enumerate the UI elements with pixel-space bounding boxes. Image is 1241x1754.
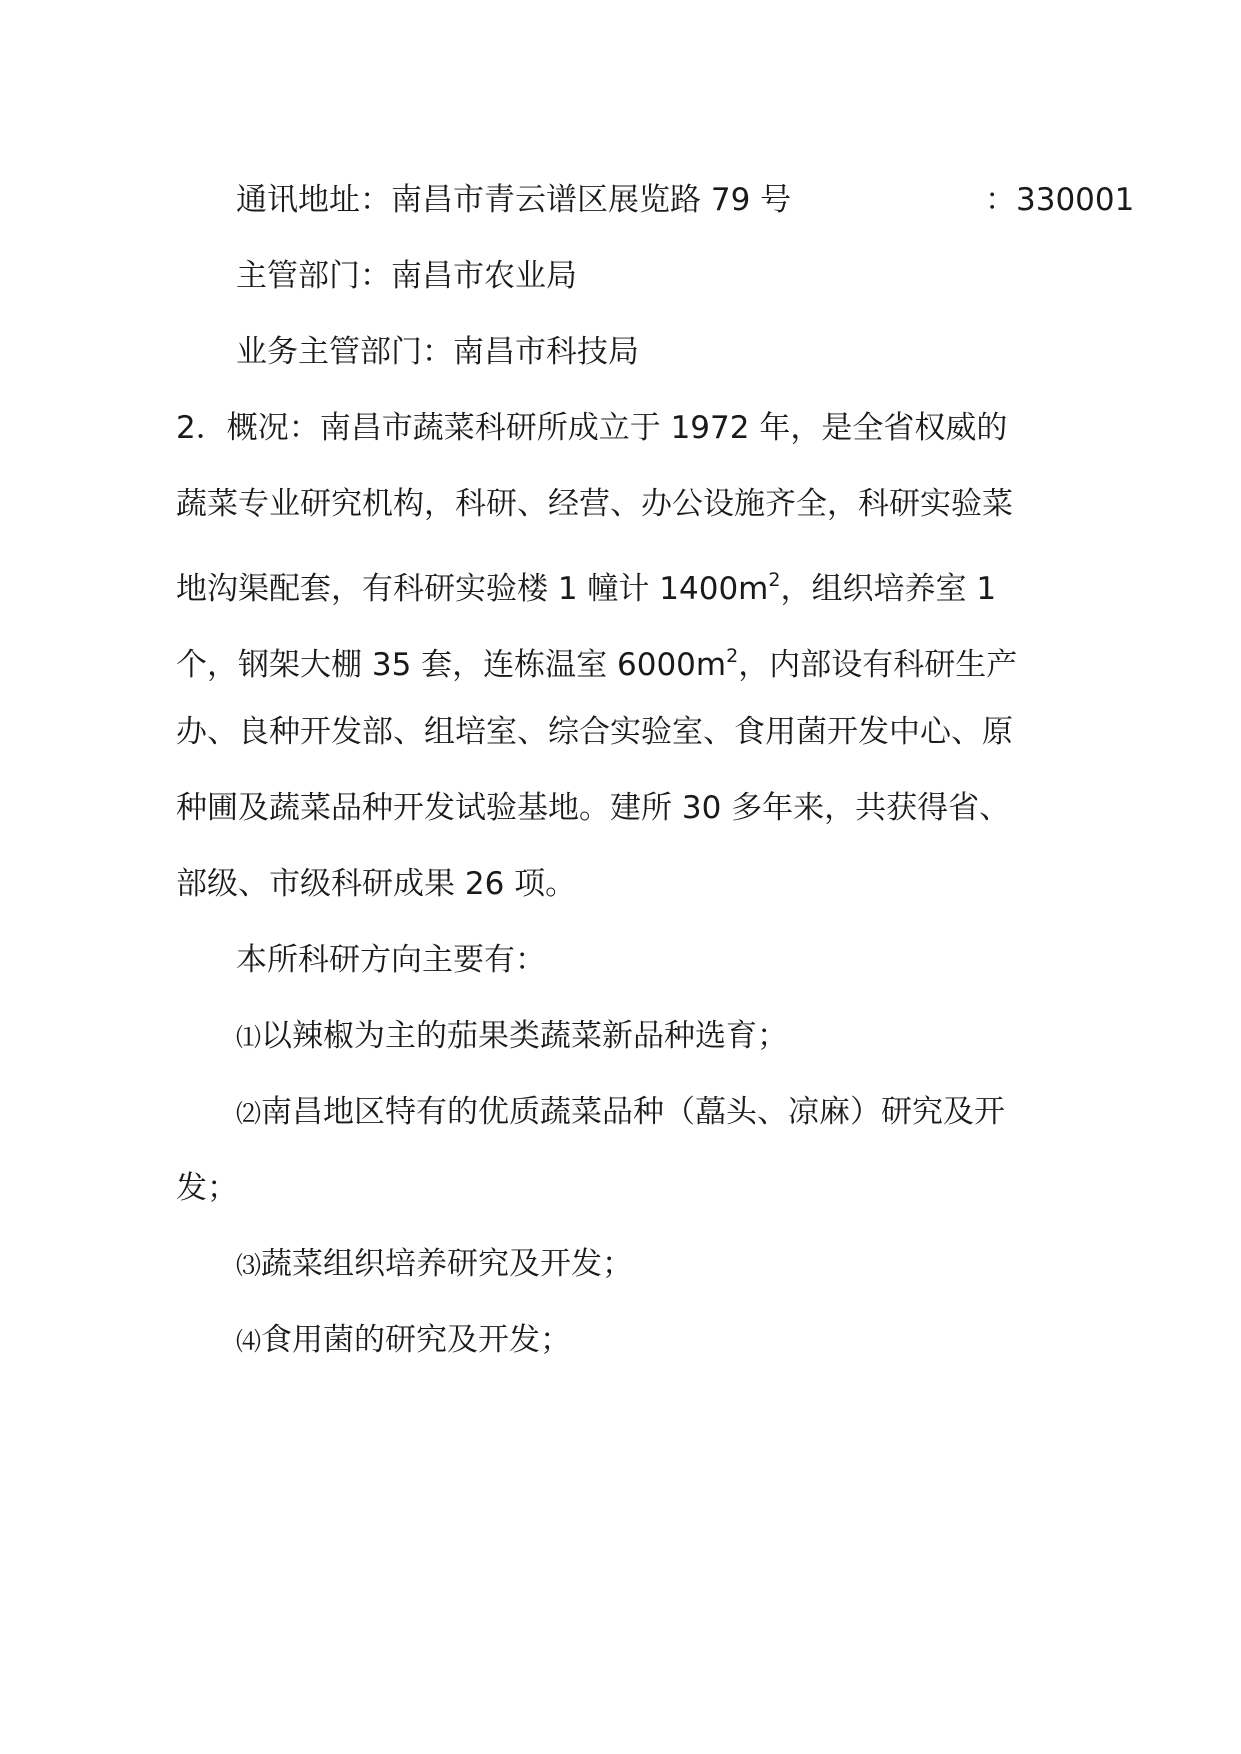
- superscript-2: 2: [768, 569, 781, 591]
- overview-line-1: 2．概况：南昌市蔬菜科研所成立于 1972 年，是全省权威的: [176, 410, 1008, 446]
- overview-line-5: 办、良种开发部、组培室、综合实验室、食用菌开发中心、原: [176, 714, 1013, 750]
- superscript-2: 2: [726, 645, 739, 667]
- authority-line: 主管部门：南昌市农业局: [236, 258, 577, 294]
- direction-item-2-continued: 发；: [176, 1170, 238, 1206]
- item-text: 以辣椒为主的茄果类蔬菜新品种选育；: [261, 1018, 789, 1054]
- overview-line-4-text-a: 个，钢架大棚 35 套，连栋温室 6000m: [176, 647, 727, 683]
- overview-line-3-text-a: 地沟渠配套，有科研实验楼 1 幢计 1400m: [176, 571, 769, 607]
- overview-line-4: [176, 636, 1017, 685]
- item-number: ⑷: [236, 1327, 262, 1356]
- direction-item-3: [236, 1244, 633, 1286]
- direction-item-4: [236, 1320, 571, 1362]
- direction-item-2: [236, 1092, 1005, 1134]
- overview-line-7: 部级、市级科研成果 26 项。: [176, 866, 577, 902]
- overview-line-6: 种圃及蔬菜品种开发试验基地。建所 30 多年来，共获得省、: [176, 790, 1011, 826]
- item-number: ⑵: [236, 1099, 262, 1128]
- direction-item-1: [236, 1016, 788, 1058]
- address-line: 通讯地址：南昌市青云谱区展览路 79 号: [236, 182, 792, 218]
- item-number: ⑶: [236, 1251, 262, 1280]
- item-text: 南昌地区特有的优质蔬菜品种（藠头、凉麻）研究及开: [261, 1094, 1006, 1130]
- overview-line-3: [176, 560, 996, 609]
- business-authority-line: 业务主管部门：南昌市科技局: [236, 334, 639, 370]
- overview-line-4-text-b: ，内部设有科研生产: [738, 647, 1018, 683]
- item-number: ⑴: [236, 1023, 262, 1052]
- directions-heading: 本所科研方向主要有：: [236, 942, 546, 978]
- overview-line-2: 蔬菜专业研究机构，科研、经营、办公设施齐全，科研实验菜: [176, 486, 1013, 522]
- item-text: 食用菌的研究及开发；: [261, 1322, 572, 1358]
- item-text: 蔬菜组织培养研究及开发；: [261, 1246, 634, 1282]
- postcode-line: ：330001: [985, 182, 1135, 218]
- overview-line-3-text-b: ，组织培养室 1: [780, 571, 997, 607]
